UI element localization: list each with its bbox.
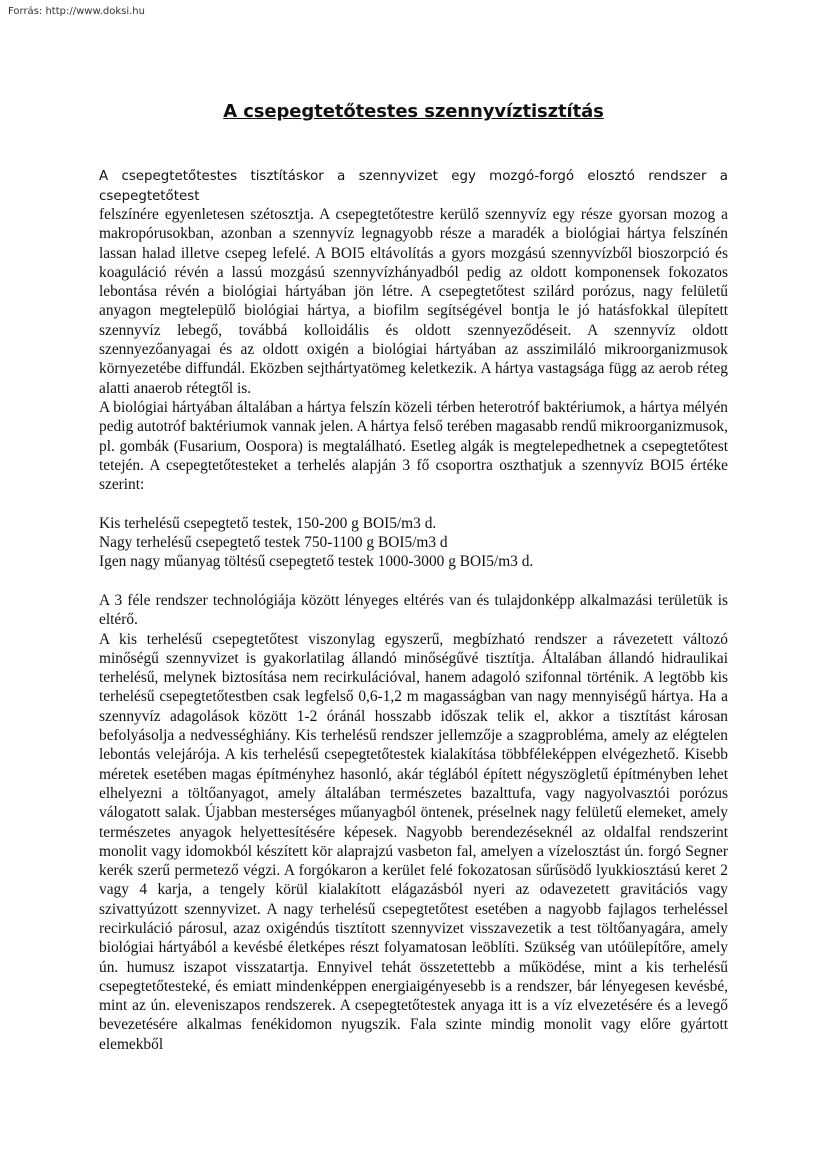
paragraph-1: felszínére egyenletesen szétosztja. A csepegtetőtestre kerülő szennyvíz egy része gyorsan mozog a makropórusokban, azonban a szennyvíz legnagyobb része a maradék a biológiai hártya felszínén lassan halad illetve csepeg lefelé. A BOI5 eltávolítás a gyors mozgású szennyvízből bioszorpció és koaguláció révén a lassú mozgású szennyvízhányadból pedig az oldott komponensek fokozatos lebontása révén a biológiai hártyában jön létre. A csepegtetőtest szilárd porózus, nagy felületű anyagon megtelepülő biológiai hártya, a biofilm segítségével bontja le jó hatásfokkal ülepített szennyvíz lebegő, továbbá kolloidális és oldott szennyeződéseit. A szennyvíz oldott szennyezőanyagai és az oldott oxigén a biológiai hártyában az asszimiláló mikroorganizmusok környezetébe diffundál. Eközben sejthártyatömeg keletkezik. A hártya vastagsága függ az aerob réteg alatti anaerob rétegtől is. xyxy=(99,206,728,397)
paragraph-gap xyxy=(99,494,728,513)
source-note: Forrás: http://www.doksi.hu xyxy=(8,6,145,17)
paragraph-3: A 3 féle rendszer technológiája között lényeges eltérés van és tulajdonképp alkalmazási területük is eltérő. xyxy=(99,591,728,629)
paragraph-gap xyxy=(99,572,728,591)
paragraph-4: A kis terhelésű csepegtetőtest viszonylag egyszerű, megbízható rendszer a rávezetett változó minőségű szennyvizet is gyakorlatilag állandó minőségűvé tisztítja. Általában állandó hidraulikai terhelésű, melynek biztosítása nem recirkulációval, hanem adagoló szifonnal történik. A legtöbb kis terhelésű csepegtetőtestben csak legfelső 0,6-1,2 m magasságban van nagy mennyiségű hártya. Ha a szennyvíz adagolások között 1-2 óránál hosszabb időszak telik el, akkor a tisztítást károsan befolyásolja a nedvességhiány. Kis terhelésű rendszer jellemzője a szagprobléma, amely az elégtelen lebontás velejárója. A kis terhelésű csepegtetőtestek kialakítása többféleképpen elvégezhető. Kisebb méretek esetében magas építményhez hasonló, akár téglából épített négyszögletű építményben lehet elhelyezni a töltőanyagot, amely általában természetes bazalttufa, vagy nagyolvasztói porózus válogatott salak. Újabban mesterséges műanyagból öntenek, préselnek nagy felületű elemeket, amely természetes anyagok helyettesítésére képesek. Nagyobb berendezéseknél az oldalfal rendszerint monolit vagy idomokból készített kör alaprajzú vasbeton fal, amelyen a vízelosztást ún. forgó Segner kerék szerű permetező végzi. A forgókaron a kerület felé fokozatosan sűrűsödő lyukkiosztású keret 2 vagy 4 karja, a tengely körül kialakított elágazásból nyeri az odavezetett gravitációs vagy szivattyúzott szennyvizet. A nagy terhelésű csepegtetőtest esetében a nagyobb fajlagos terheléssel recirkuláció párosul, azaz oxigéndús tisztított szennyvizet visszavezetik a test töltőanyagára, amely biológiai hártyából a kevésbé életképes részt folyamatosan leöblíti. Szükség van utóülepítőre, amely ún. humusz iszapot visszatartja. Ennyivel tehát összetettebb a működése, mint a kis terhelésű csepegtetőtesteké, és emiatt mindenképpen energiaigényesebb is a rendszer, bár lényegesen kevésbé, mint az ún. eleveniszapos rendszerek. A csepegtetőtestek anyaga itt is a víz elvezetésére és a levegő bevezetésére alkalmas fenékidomon nyugszik. Fala szinte mindig monolit vagy előre gyártott elemekből xyxy=(99,630,728,1053)
intro-paragraph: A csepegtetőtestes tisztításkor a szennyvizet egy mozgó-forgó elosztó rendszer a csepegtetőtest xyxy=(99,169,728,204)
page-title: A csepegtetőtestes szennyvíztisztítás xyxy=(223,101,604,122)
load-class-item: Kis terhelésű csepegtető testek, 150-200 g BOI5/m3 d. xyxy=(99,514,437,532)
document-body xyxy=(99,205,728,1054)
load-class-item: Nagy terhelésű csepegtető testek 750-1100 g BOI5/m3 d xyxy=(99,534,448,552)
paragraph-2: A biológiai hártyában általában a hártya felszín közeli térben heterotróf baktériumok, a hártya mélyén pedig autotróf baktériumok vannak jelen. A hártya felső terében magasabb rendű mikroorganizmusok, pl. gombák (Fusarium, Oospora) is megtalálható. Esetleg algák is megtelepedhetnek a csepegtetőtest tetején. A csepegtetőtesteket a terhelés alapján 3 fő csoportra oszthatjuk a szennyvíz BOI5 értéke szerint: xyxy=(99,398,728,494)
load-class-item: Igen nagy műanyag töltésű csepegtető testek 1000-3000 g BOI5/m3 d. xyxy=(99,553,534,571)
